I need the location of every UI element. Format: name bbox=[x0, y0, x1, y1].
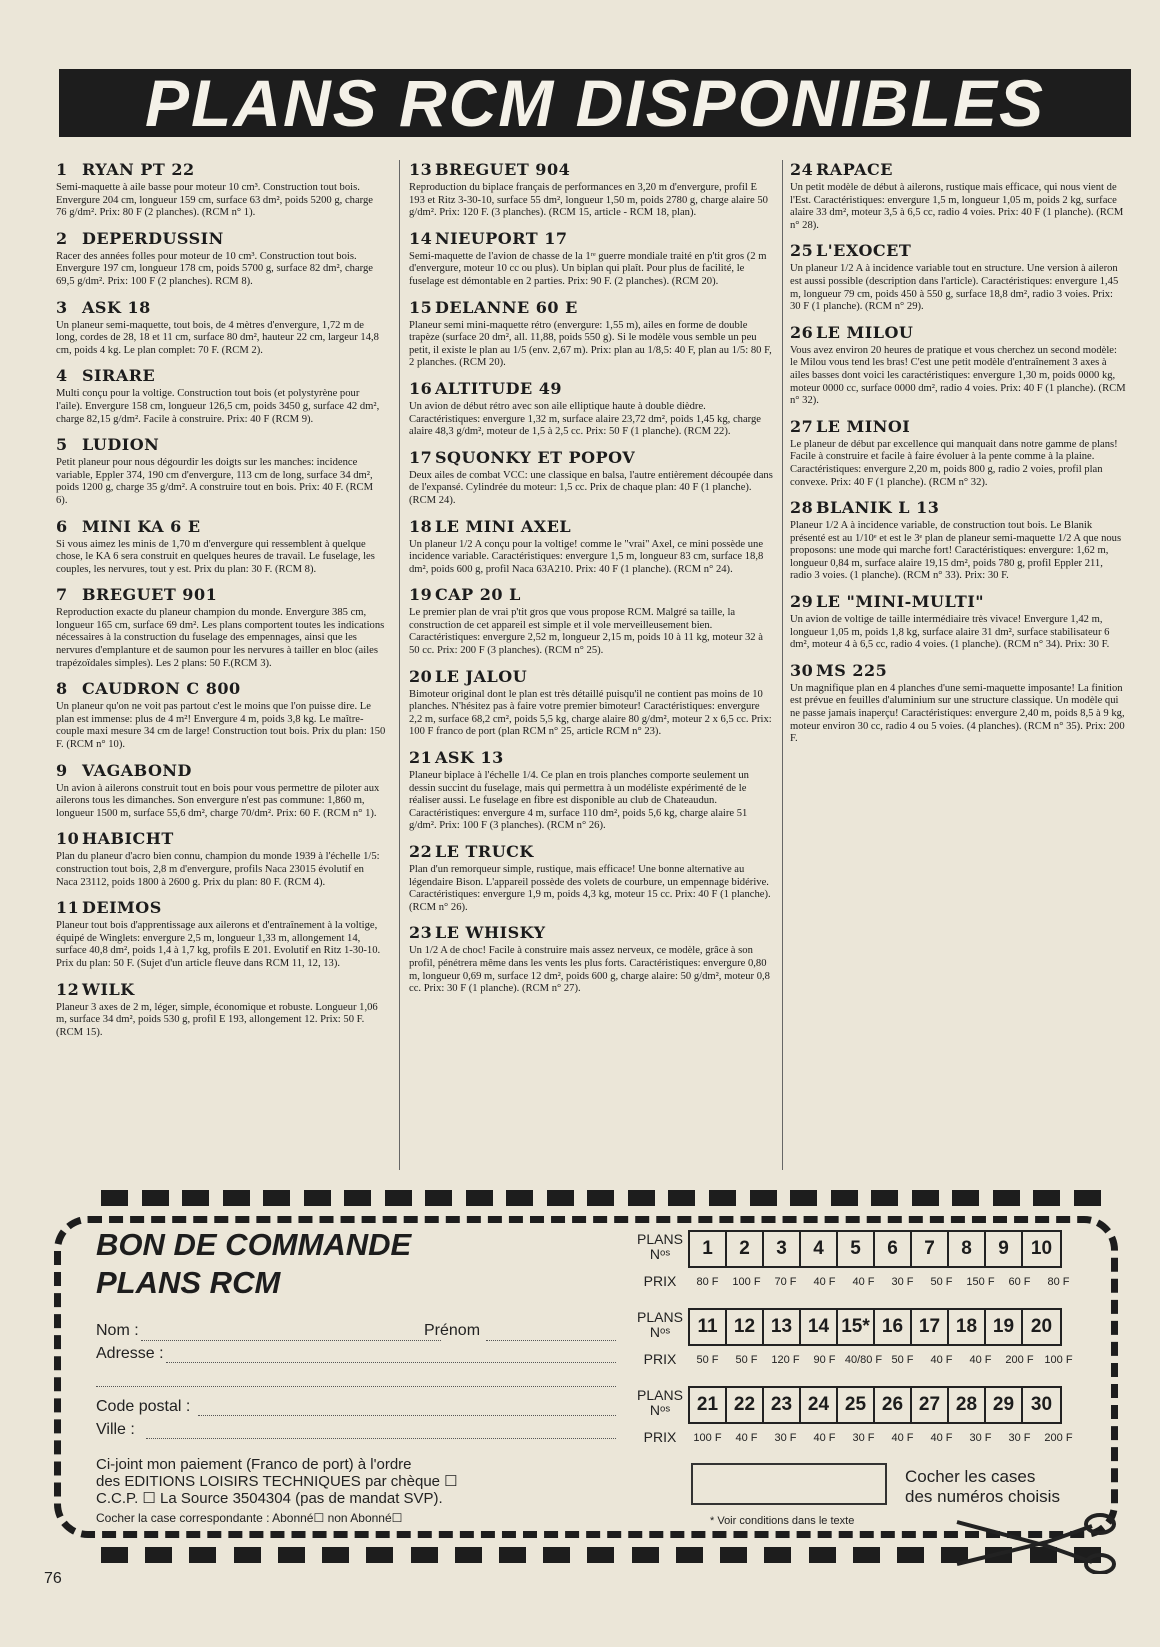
plan-heading bbox=[56, 585, 386, 605]
plan-name: SIRARE bbox=[82, 366, 156, 386]
plan-item bbox=[56, 435, 386, 507]
plan-name: BREGUET 904 bbox=[435, 160, 571, 179]
plan-price: 40 F bbox=[852, 1276, 875, 1288]
plan-price: 90 F bbox=[813, 1354, 836, 1366]
adresse-field[interactable] bbox=[166, 1362, 616, 1363]
ville-field[interactable] bbox=[146, 1438, 616, 1439]
plan-item bbox=[409, 298, 774, 370]
plan-number-checkbox[interactable]: 4 bbox=[801, 1232, 838, 1266]
plan-description: Un avion de début rétro avec son aile elliptique haute à double dièdre. Caractéristiques: envergure 1,32 m, surface alaire 23,72 dm², poids 1,45 kg, charge alaire 48,3 g/dm², moteur de 1,5 à 2,5 cc. Prix: 50 F (1 planche). (RCM 22). bbox=[409, 400, 761, 438]
order-title-line-2: PLANS RCM bbox=[96, 1265, 281, 1300]
plan-name: ASK 18 bbox=[82, 297, 151, 317]
order-title bbox=[96, 1226, 411, 1302]
plan-item bbox=[409, 923, 774, 995]
plan-item bbox=[56, 980, 386, 1040]
plan-description: Multi conçu pour la voltige. Construction tout bois (et polystyrène pour l'aile). Envergure 158 cm, longueur 126,5 cm, poids 3450 g, surface 42 dm², charge 82,15 g/dm². Facile à construire. Prix: 40 F (RCM 9). bbox=[56, 388, 380, 425]
column-divider bbox=[782, 160, 783, 1170]
plan-number-row bbox=[688, 1308, 1062, 1346]
plan-name: MS 225 bbox=[816, 660, 888, 680]
plan-number: 13 bbox=[409, 160, 433, 179]
code-postal-field[interactable] bbox=[198, 1415, 616, 1416]
plan-name: LE WHISKY bbox=[435, 923, 546, 943]
plan-price: 50 F bbox=[930, 1276, 953, 1288]
adresse-label: Adresse : bbox=[96, 1345, 164, 1362]
plan-description: Plan d'un remorqueur simple, rustique, mais efficace! Une bonne alternative au légendaire Bison. L'appareil possède des volets de courbure, un empennage bidérive. Caractéristiques: envergure 1,9 m, poids 4,3 kg, moteur 15 cc. Prix: 40 F (1 planche). (RCM n° 26). bbox=[409, 864, 771, 913]
plan-description: Un planeur semi-maquette, tout bois, de 4 mètres d'envergure, 1,72 m de long, cordes de 28, 18 et 11 cm, surface 80 dm², hauteur 22 cm, largeur 14,8 cm, poids 4 kg. Le plan complet: 70 F. (RCM 2). bbox=[56, 319, 379, 356]
plan-item bbox=[790, 592, 1126, 652]
plan-number-checkbox[interactable]: 1 bbox=[690, 1232, 727, 1266]
plan-name: RAPACE bbox=[816, 160, 893, 179]
plan-number: 27 bbox=[790, 416, 814, 436]
plan-price: 200 F bbox=[1044, 1432, 1073, 1444]
plan-name: CAUDRON C 800 bbox=[82, 679, 241, 699]
plan-number-checkbox[interactable]: 21 bbox=[690, 1388, 727, 1422]
plan-description: Racer des années folles pour moteur de 10 cm³. Construction tout bois. Envergure 197 cm, longueur 178 cm, poids 5700 g, surface 82 dm², charge 69,5 g/dm². Prix: 100 F (2 planches). RCM 8). bbox=[56, 250, 373, 287]
plan-item bbox=[409, 448, 774, 508]
plan-name: RYAN PT 22 bbox=[82, 160, 195, 179]
plan-heading bbox=[56, 366, 386, 386]
plan-name: LE MINOI bbox=[816, 416, 911, 436]
plan-item bbox=[790, 417, 1126, 489]
plan-number-checkbox[interactable]: 27 bbox=[912, 1388, 949, 1422]
plan-number-row bbox=[688, 1230, 1062, 1268]
plan-description: Deux ailes de combat VCC: une classique en balsa, l'autre entièrement découpée dans de l'expansé. Cylindrée du moteur: 1,5 cc. Prix de chaque plan: 40 F (1 planche). (RCM 24). bbox=[409, 469, 773, 506]
plan-description: Bimoteur original dont le plan est très détaillé puisqu'il ne contient pas moins de 10 planches. N'hésitez pas à faire votre premier bimoteur! Caractéristiques: envergure 2,2 m, surface 68,2 cm², poids 5,5 kg, charge alaire 80 g/dm², moteur 2 x 6,5 cc. Prix: 100 F franco de port (plan RCM n° 25, article RCM n° 23). bbox=[409, 688, 772, 738]
plan-name: LE "MINI-MULTI" bbox=[816, 592, 985, 612]
plan-heading bbox=[409, 298, 774, 318]
check-instructions-line-2: des numéros choisis bbox=[905, 1487, 1060, 1506]
price-row bbox=[688, 1354, 1078, 1366]
plan-number: 30 bbox=[790, 660, 814, 680]
plan-item bbox=[409, 160, 774, 220]
plan-number: 3 bbox=[56, 297, 68, 317]
plan-heading bbox=[56, 980, 386, 1000]
plan-heading bbox=[409, 923, 774, 943]
plan-number-checkbox[interactable]: 9 bbox=[986, 1232, 1023, 1266]
prenom-field[interactable] bbox=[486, 1340, 616, 1341]
plan-price: 30 F bbox=[891, 1276, 914, 1288]
plan-number-checkbox[interactable]: 2 bbox=[727, 1232, 764, 1266]
dashed-border-bottom bbox=[101, 1547, 1101, 1563]
plan-item bbox=[409, 585, 774, 657]
plan-item bbox=[790, 241, 1126, 313]
plan-item bbox=[409, 667, 774, 739]
numbers-label: Nᵒˢ bbox=[649, 1324, 671, 1340]
plan-number: 23 bbox=[409, 923, 433, 943]
plan-price: 30 F bbox=[852, 1432, 875, 1444]
numbers-label: Nᵒˢ bbox=[649, 1402, 671, 1418]
plan-price: 80 F bbox=[696, 1276, 719, 1288]
plan-description: Plan du planeur d'acro bien connu, champion du monde 1939 à l'échelle 1/5: construction tout bois, 2,8 m d'envergure, profils Naca 23015 évolutif en Naca 23112, poids 1800 à 2600 g. Prix du plan: 80 F. (RCM 4). bbox=[56, 851, 380, 888]
plan-number-checkbox[interactable]: 23 bbox=[764, 1388, 801, 1422]
plan-heading bbox=[56, 298, 386, 318]
plan-price: 40 F bbox=[813, 1432, 836, 1444]
plan-name: MINI KA 6 E bbox=[82, 516, 201, 536]
plan-heading bbox=[790, 160, 1126, 180]
plan-description: Un avion de voltige de taille intermédiaire très vivace! Envergure 1,42 m, longueur 1,05 m, poids 1,8 kg, surface alaire 31 dm², surface stabilisateur 6 dm², moteur 4 à 6,5 cc, radio 4 voies. (1 planche). (RCM n° 34). Prix: 30 F. bbox=[790, 614, 1110, 651]
plan-price: 50 F bbox=[696, 1354, 719, 1366]
plan-price: 40 F bbox=[930, 1354, 953, 1366]
prenom-label: Prénom bbox=[424, 1322, 481, 1339]
plan-number: 22 bbox=[409, 842, 433, 861]
plan-description: Planeur semi mini-maquette rétro (envergure: 1,55 m), ailes en forme de double trapèze (surface 20 dm², all. 11,88, poids 550 g). Si le modèle vous semble un peu petit, il existe le plan au 1/5 (env. 2,67 m). Prix: plan au 1/8,5: 40 F, plan au 1/5: 80 F, 2 planches. (RCM 20). bbox=[409, 319, 772, 369]
dashed-border-top bbox=[101, 1190, 1101, 1206]
plan-number: 16 bbox=[409, 378, 433, 398]
plan-number: 4 bbox=[56, 366, 68, 386]
subscriber-status: Cocher la case correspondante : Abonné☐ non Abonné☐ bbox=[96, 1511, 403, 1525]
plan-name: CAP 20 L bbox=[435, 585, 521, 605]
plan-number: 6 bbox=[56, 516, 68, 536]
prix-label: PRIX bbox=[643, 1273, 677, 1289]
plans-label: PLANS bbox=[637, 1309, 683, 1325]
plan-heading bbox=[409, 842, 774, 862]
plan-description: Le premier plan de vrai p'tit gros que vous propose RCM. Malgré sa taille, la construction de cet appareil est simple et il vole merveilleusement bien. Caractéristiques: envergure 2,52 m, longueur 2,15 m, poids 10 à 11 kg, moteur 32 à 50 cc. Prix: 200 F (3 planches). (RCM n° 25). bbox=[409, 607, 763, 657]
plan-heading bbox=[790, 323, 1126, 343]
plans-number-label bbox=[636, 1388, 684, 1418]
plan-price: 40 F bbox=[813, 1276, 836, 1288]
plan-heading bbox=[56, 898, 386, 918]
plan-number-checkbox[interactable]: 12 bbox=[727, 1310, 764, 1344]
plan-heading bbox=[409, 379, 774, 399]
plan-price: 30 F bbox=[1008, 1432, 1031, 1444]
plans-label: PLANS bbox=[637, 1387, 683, 1403]
column-divider bbox=[399, 160, 400, 1170]
plan-number: 21 bbox=[409, 748, 433, 768]
adresse-field-line-2[interactable] bbox=[96, 1386, 616, 1387]
nom-label: Nom : bbox=[96, 1322, 139, 1339]
plan-heading bbox=[409, 748, 774, 768]
plan-number: 20 bbox=[409, 666, 433, 686]
plan-price: 30 F bbox=[969, 1432, 992, 1444]
plan-number-checkbox[interactable]: 7 bbox=[912, 1232, 949, 1266]
plans-columns bbox=[56, 160, 1126, 1170]
plan-number-checkbox[interactable]: 18 bbox=[949, 1310, 986, 1344]
plan-description: Vous avez environ 20 heures de pratique et vous cherchez un second modèle: le Milou vous tend les bras! C'est une petit modèle d'entraînement 3 axes à ailes basses dont voici les caractéristiques: envergure 1,30 m, poids 0000 kg, moteur 0000 cc, surface 0000 dm², radio 4 voies. Prix: 40 F (1 planche). (RCM n° 32). bbox=[790, 344, 1126, 407]
plan-price: 100 F bbox=[732, 1276, 761, 1288]
plan-name: LUDION bbox=[82, 435, 160, 455]
page-number: 76 bbox=[44, 1570, 62, 1587]
plan-item bbox=[56, 898, 386, 970]
plan-number-row bbox=[688, 1386, 1062, 1424]
plan-price: 60 F bbox=[1008, 1276, 1031, 1288]
price-row bbox=[688, 1432, 1078, 1444]
plan-name: NIEUPORT 17 bbox=[435, 228, 568, 248]
plan-price: 70 F bbox=[774, 1276, 797, 1288]
conditions-note: * Voir conditions dans le texte bbox=[710, 1515, 855, 1527]
plan-number: 18 bbox=[409, 516, 433, 536]
plan-description: Planeur tout bois d'apprentissage aux ailerons et d'entraînement à la voltige, équipé de Winglets: envergure 2,5 m, longueur 1,33 m, allongement 14, surface 40,8 dm², poids 1,4 à 1,7 kg, profils E 201. Evolutif en Ritz 1-30-10. Prix du plan: 50 F. (Sujet d'un article fleuve dans RCM 11, 12, 13). bbox=[56, 920, 381, 969]
payment-line-2: des EDITIONS LOISIRS TECHNIQUES par chèque ☐ bbox=[96, 1473, 458, 1490]
plan-heading bbox=[56, 761, 386, 781]
plan-item bbox=[56, 298, 386, 358]
plan-item bbox=[409, 842, 774, 914]
plan-number: 8 bbox=[56, 679, 68, 699]
nom-field[interactable] bbox=[141, 1340, 441, 1341]
page-title: PLANS RCM DISPONIBLES bbox=[59, 69, 1131, 137]
plan-number: 5 bbox=[56, 435, 68, 455]
plan-item bbox=[56, 229, 386, 289]
plan-description: Un 1/2 A de choc! Facile à construire mais assez nerveux, ce modèle, grâce à son profil, pénétrera même dans les vents les plus forts. Caractéristiques: envergure 0,80 m, longueur 0,69 m, surface 12 dm², poids 600 g, charge alaire: 50 g/dm², moteur 0,8 cc. Prix: 30 F (1 planche). (RCM n° 27). bbox=[409, 945, 770, 995]
plan-price: 100 F bbox=[1044, 1354, 1073, 1366]
plan-item bbox=[56, 585, 386, 670]
plan-number: 10 bbox=[56, 829, 80, 849]
plan-price: 40 F bbox=[930, 1432, 953, 1444]
plan-price: 40 F bbox=[735, 1432, 758, 1444]
plan-number: 9 bbox=[56, 760, 68, 780]
plan-name: LE MILOU bbox=[816, 322, 914, 342]
plan-number: 28 bbox=[790, 498, 814, 518]
plan-heading bbox=[409, 448, 774, 468]
plan-number-checkbox[interactable]: 26 bbox=[875, 1388, 912, 1422]
plan-price: 40 F bbox=[891, 1432, 914, 1444]
plan-heading bbox=[56, 435, 386, 455]
plan-number-checkbox[interactable]: 19 bbox=[986, 1310, 1023, 1344]
plan-description: Le planeur de début par excellence qui manquait dans notre gamme de plans! Facile à construire et facile à faire évoluer à la pente comme à la plaine. Caractéristiques: envergure 2,20 m, poids 800 g, radio 2 voies, profil plan convexe. Prix: 40 F (1 planche). (RCM n° 32). bbox=[790, 438, 1118, 488]
plan-number: 17 bbox=[409, 447, 433, 467]
plan-number-checkbox[interactable]: 11 bbox=[690, 1310, 727, 1344]
plan-heading bbox=[409, 585, 774, 605]
plan-item bbox=[56, 366, 386, 426]
plan-number-checkbox[interactable]: 8 bbox=[949, 1232, 986, 1266]
check-instructions bbox=[905, 1467, 1060, 1507]
plan-number-checkbox[interactable]: 6 bbox=[875, 1232, 912, 1266]
plan-item bbox=[409, 517, 774, 577]
plan-name: DEIMOS bbox=[82, 898, 162, 918]
plan-description: Un planeur 1/2 A à incidence variable tout en structure. Une version à aileron est aussi possible (description dans l'article). Caractéristiques: envergure 1,45 m, longueur 79 cm, poids 450 à 550 g, surface 18,8 dm², radio 3 voies. Prix: 30 F (1 planche). (RCM n° 29). bbox=[790, 263, 1119, 313]
payment-line-1: Ci-joint mon paiement (Franco de port) à l'ordre bbox=[96, 1456, 412, 1473]
prix-label: PRIX bbox=[643, 1429, 677, 1445]
plan-name: SQUONKY ET POPOV bbox=[435, 447, 636, 467]
plan-name: DELANNE 60 E bbox=[435, 297, 578, 317]
plan-name: ALTITUDE 49 bbox=[435, 378, 563, 398]
plan-heading bbox=[409, 667, 774, 687]
plan-number-checkbox[interactable]: 5 bbox=[838, 1232, 875, 1266]
plan-description: Un planeur 1/2 A conçu pour la voltige! comme le "vrai" Axel, ce mini possède une incidence variable. Caractéristiques: envergure 1,5 m, longueur 83 cm, surface 18,8 dm², poids 600 g, profil Naca 63A210. Prix: 40 F (1 planche). (RCM n° 24). bbox=[409, 538, 764, 575]
plan-heading bbox=[56, 229, 386, 249]
plan-item bbox=[409, 229, 774, 289]
numbers-label: Nᵒˢ bbox=[649, 1246, 671, 1262]
plan-item bbox=[56, 829, 386, 889]
plan-item bbox=[790, 661, 1126, 746]
plan-item bbox=[409, 379, 774, 439]
plan-description: Un planeur qu'on ne voit pas partout c'est le moins que l'on puisse dire. Le plan est immense: plus de 4 m²! Envergure 4 m, poids 3,8 kg. Le maître-couple maxi mesure 34 cm de large! Construction tout bois. Prix du plan: 150 F. (RCM n° 10). bbox=[56, 701, 386, 751]
plan-name: ASK 13 bbox=[435, 748, 504, 768]
plan-number: 19 bbox=[409, 585, 433, 605]
plans-column-3 bbox=[790, 160, 1126, 755]
selection-box[interactable] bbox=[691, 1463, 887, 1505]
plan-number: 1 bbox=[56, 160, 68, 179]
plan-price: 40 F bbox=[969, 1354, 992, 1366]
plan-number: 11 bbox=[56, 898, 80, 918]
plan-description: Semi-maquette à aile basse pour moteur 10 cm³. Construction tout bois. Envergure 204 cm, longueur 159 cm, surface 63 dm², poids 5200 g, charge 76 g/dm². Prix: 80 F (2 planches). (RCM n° 1). bbox=[56, 182, 373, 219]
plan-number-checkbox[interactable]: 25 bbox=[838, 1388, 875, 1422]
plan-description: Petit planeur pour nous dégourdir les doigts sur les manches: incidence variable, Eppler 374, 190 cm d'envergure, 113 cm de long, surface 34 dm², poids 1200 g, charge 35 g/dm². A construire tout en bois. Prix: 40 F. (RCM 6). bbox=[56, 457, 373, 506]
plan-price: 40/80 F bbox=[844, 1354, 883, 1366]
plan-item bbox=[790, 160, 1126, 232]
plan-price: 120 F bbox=[771, 1354, 800, 1366]
plan-item bbox=[790, 498, 1126, 583]
plan-item bbox=[790, 323, 1126, 408]
plans-number-label bbox=[636, 1232, 684, 1262]
plan-number: 7 bbox=[56, 585, 68, 605]
plan-price: 50 F bbox=[891, 1354, 914, 1366]
scissors-icon bbox=[952, 1512, 1122, 1574]
plan-number-checkbox[interactable]: 22 bbox=[727, 1388, 764, 1422]
plan-item bbox=[56, 160, 386, 220]
plan-heading bbox=[56, 679, 386, 699]
payment-line-3: C.C.P. ☐ La Source 3504304 (pas de mandat SVP). bbox=[96, 1490, 443, 1507]
plan-name: LE JALOU bbox=[435, 666, 528, 686]
plan-number-checkbox[interactable]: 13 bbox=[764, 1310, 801, 1344]
plans-number-label bbox=[636, 1310, 684, 1340]
plan-name: WILK bbox=[82, 979, 135, 999]
plan-price: 30 F bbox=[774, 1432, 797, 1444]
plans-column-1 bbox=[56, 160, 386, 1048]
payment-instructions bbox=[96, 1456, 496, 1507]
plan-description: Reproduction exacte du planeur champion du monde. Envergure 385 cm, longueur 165 cm, surface 69 dm². Les plans comportent toutes les indications nécessaires à la construction du fuselage des empennages, ainsi que les nervures d'emplanture et de saumon pour les nervures à tailler en bloc (ailes trapézoïdales simples). Les 2 plans: 50 F.(RCM 3). bbox=[56, 607, 385, 669]
plan-heading bbox=[790, 241, 1126, 261]
plans-label: PLANS bbox=[637, 1231, 683, 1247]
plan-heading bbox=[790, 592, 1126, 612]
plan-number-checkbox[interactable]: 15* bbox=[838, 1310, 875, 1344]
plan-heading bbox=[56, 160, 386, 180]
plan-name: HABICHT bbox=[82, 829, 174, 849]
plan-number: 14 bbox=[409, 228, 433, 248]
plan-heading bbox=[790, 498, 1126, 518]
plan-name: BLANIK L 13 bbox=[816, 498, 940, 518]
plan-number-checkbox[interactable]: 14 bbox=[801, 1310, 838, 1344]
plan-number: 26 bbox=[790, 322, 814, 342]
plan-number-checkbox[interactable]: 29 bbox=[986, 1388, 1023, 1422]
plan-price: 80 F bbox=[1047, 1276, 1070, 1288]
code-postal-label: Code postal : bbox=[96, 1398, 191, 1415]
prix-label: PRIX bbox=[643, 1351, 677, 1367]
plan-number: 24 bbox=[790, 160, 814, 179]
plan-price: 50 F bbox=[735, 1354, 758, 1366]
plans-column-2 bbox=[409, 160, 774, 1005]
plan-description: Un petit modèle de début à ailerons, rustique mais efficace, qui nous vient de l'Est. Caractéristiques: envergure 1,5 m, longueur 1,05 m, poids 2 kg, surface alaire 33 dm², moteur 3,5 à 6,5 cc, radio 4 voies. Prix: 40 F (1 planche). (RCM n° 28). bbox=[790, 182, 1124, 231]
plan-heading bbox=[409, 160, 774, 180]
plan-number-checkbox[interactable]: 3 bbox=[764, 1232, 801, 1266]
plan-heading bbox=[409, 517, 774, 537]
plan-heading bbox=[56, 829, 386, 849]
plan-description: Un avion à ailerons construit tout en bois pour vous permettre de piloter aux ailerons tous les dimanches. Son envergure n'est pas commune: 1,860 m, longueur 1500 m, surface 55,6 dm², charge 70/dm². Prix: 60 F. (RCM n° 1). bbox=[56, 782, 380, 819]
plan-name: LE TRUCK bbox=[435, 842, 534, 861]
plan-description: Planeur 3 axes de 2 m, léger, simple, économique et robuste. Longueur 1,06 m, surface 34 dm², poids 530 g, profil E 193, allongement 12. Prix: 50 F. (RCM 15). bbox=[56, 1001, 378, 1038]
plan-price: 200 F bbox=[1005, 1354, 1034, 1366]
plan-name: L'EXOCET bbox=[816, 241, 912, 261]
plan-name: BREGUET 901 bbox=[82, 585, 218, 605]
plan-price: 100 F bbox=[693, 1432, 722, 1444]
plan-number: 2 bbox=[56, 228, 68, 248]
plan-item bbox=[56, 517, 386, 577]
plan-price: 150 F bbox=[966, 1276, 995, 1288]
order-title-line-1: BON DE COMMANDE bbox=[96, 1227, 412, 1262]
plan-item bbox=[56, 761, 386, 821]
plan-description: Un magnifique plan en 4 planches d'une semi-maquette imposante! La finition est prévue en feuilles d'aluminium sur une structure classique. Un modèle qui ne passe jamais inaperçu! Caractéristiques: envergure 2,40 m, poids 8,5 à 9 kg, moteur environ 30 cc, radio 4 ou 5 voies. (4 planches). (RCM n° 35). Prix: 200 F. bbox=[790, 682, 1125, 745]
plan-description: Semi-maquette de l'avion de chasse de la 1ʳᵉ guerre mondiale traité en p'tit gros (2 m d'envergure, moteur 10 cc ou plus). Un biplan qui plaît. Pour plus de facilité, le fuselage est démontable en 2 parties. Prix: 90 F. (2 planches). (RCM 20). bbox=[409, 250, 767, 287]
plan-number: 15 bbox=[409, 297, 433, 317]
price-row bbox=[688, 1276, 1078, 1288]
plan-number: 25 bbox=[790, 241, 814, 261]
ville-label: Ville : bbox=[96, 1421, 135, 1438]
plan-number-checkbox[interactable]: 20 bbox=[1030, 1316, 1053, 1337]
plan-item bbox=[56, 679, 386, 751]
plan-description: Planeur 1/2 A à incidence variable, de construction tout bois. Le Blanik présenté est au 1/10ᵉ et est le 3ᵉ plan de planeur semi-maquette 1/2 A que nous proposons: une mode qui marche fort! Caractéristiques: envergure: 1,62 m, longueur 0,84 m, surface alaire 19,15 dm², poids 780 g, profil Eppler 211, radio 3 voies. (1 planche). (RCM n° 33). Prix: 30 F. bbox=[790, 520, 1122, 582]
plan-heading bbox=[790, 417, 1126, 437]
plan-description: Reproduction du biplace français de performances en 3,20 m d'envergure, profil E 193 et Ritz 3-30-10, surface 55 dm², longueur 1,50 m, poids 2780 g, charge alaire 50 g/dm². Prix: 120 F. (3 planches). (RCM 15, article - RCM 18, plan). bbox=[409, 182, 768, 219]
plan-number-checkbox[interactable]: 24 bbox=[801, 1388, 838, 1422]
plan-item bbox=[409, 748, 774, 833]
plan-heading bbox=[790, 661, 1126, 681]
plan-number-checkbox[interactable]: 30 bbox=[1030, 1394, 1053, 1415]
plan-number-checkbox[interactable]: 28 bbox=[949, 1388, 986, 1422]
plan-name: LE MINI AXEL bbox=[435, 516, 572, 536]
plan-heading bbox=[409, 229, 774, 249]
plan-number-checkbox[interactable]: 10 bbox=[1030, 1238, 1053, 1259]
plan-number: 12 bbox=[56, 979, 80, 999]
plan-number: 29 bbox=[790, 592, 814, 612]
plan-description: Planeur biplace à l'échelle 1/4. Ce plan en trois planches comporte seulement un dessin succint du fuselage, mais qui permettra à un modéliste expérimenté de le réaliser aussi. Le fuselage en fibre est disponible au club de Chateaudun. Caractéristiques: envergure 4 m, surface 110 dm², poids 5,6 kg, charge alaire 51 g/dm². Prix: 100 F (3 planches). (RCM n° 26). bbox=[409, 770, 749, 832]
plan-heading bbox=[56, 517, 386, 537]
check-instructions-line-1: Cocher les cases bbox=[905, 1467, 1036, 1486]
plan-name: VAGABOND bbox=[82, 760, 192, 780]
plan-number-checkbox[interactable]: 16 bbox=[875, 1310, 912, 1344]
plan-number-checkbox[interactable]: 17 bbox=[912, 1310, 949, 1344]
plan-description: Si vous aimez les minis de 1,70 m d'envergure qui ressemblent à quelque chose, le KA 6 sera construit en quelques heures de travail. Le fuselage, les couples, les nervures, tout y est. Prix du plan: 30 F. (RCM 8). bbox=[56, 538, 375, 575]
plan-name: DEPERDUSSIN bbox=[82, 228, 224, 248]
